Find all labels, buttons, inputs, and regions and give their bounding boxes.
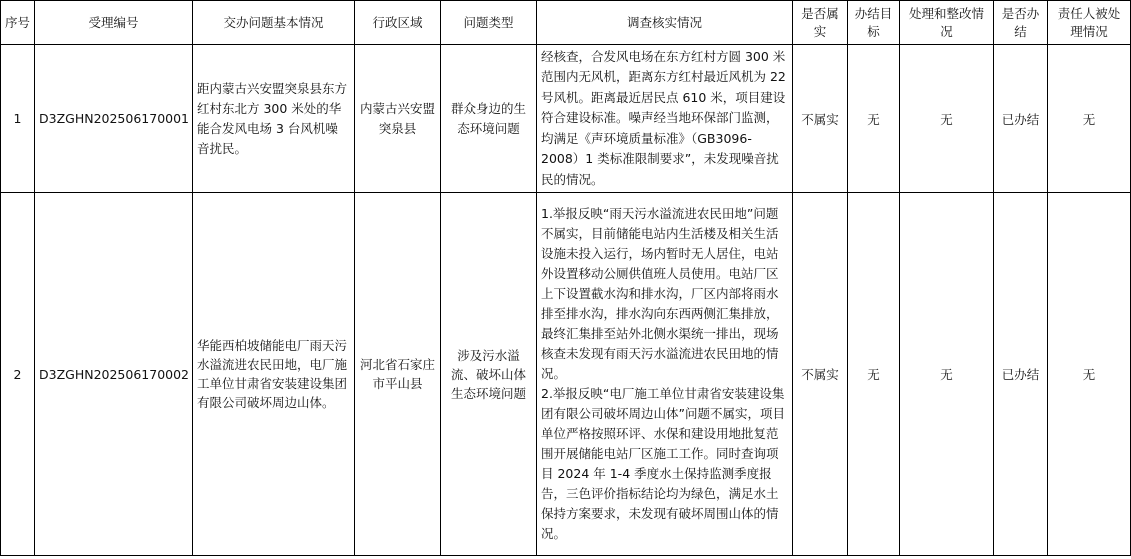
header-issue-type: 问题类型 [441, 1, 537, 45]
row-verified: 不属实 [793, 45, 848, 193]
row-findings [537, 193, 793, 556]
row-index: 1 [1, 45, 35, 193]
row-goal: 无 [848, 45, 900, 193]
row-rectification: 无 [900, 45, 994, 193]
row-case-id: D3ZGHN202506170002 [35, 193, 193, 556]
header-summary: 交办问题基本情况 [193, 1, 355, 45]
table-row [1, 45, 1131, 193]
findings-paragraph: 经核查，合发风电场在东方红村方圆 300 米范围内无风机，距离东方红村最近风机为 22 号风机。距离最近居民点 610 米，项目建设符合建设标准。噪声经当地环保部门监测，均满足《声环境质量标准》（GB3096-2008）1 类标准限制要求”，未发现噪音扰民的情况。 [541, 48, 786, 187]
row-issue-type: 涉及污水溢流、破坏山体生态环境问题 [441, 193, 537, 556]
row-index: 2 [1, 193, 35, 556]
row-closed: 已办结 [994, 45, 1048, 193]
table-header-row [1, 1, 1131, 45]
header-accountability: 责任人被处理情况 [1048, 1, 1131, 45]
row-accountability: 无 [1048, 193, 1131, 556]
row-findings [537, 45, 793, 193]
row-region: 河北省石家庄市平山县 [355, 193, 441, 556]
row-accountability: 无 [1048, 45, 1131, 193]
table-row [1, 193, 1131, 556]
row-verified: 不属实 [793, 193, 848, 556]
findings-paragraph: 2.举报反映“电厂施工单位甘肃省安装建设集团有限公司破坏周边山体”问题不属实，项目单位严格按照环评、水保和建设用地批复范围开展储能电站厂区施工工作。同时查询项目 2024 年 1-4 季度水土保持监测季度报告，三色评价指标结论均为绿色，满足水土保持方案要求，未发现有破坏周围山体的情况。 [541, 386, 785, 541]
row-summary: 华能西柏坡储能电厂雨天污水溢流进农民田地，电厂施工单位甘肃省安装建设集团有限公司破坏周边山体。 [193, 193, 355, 556]
header-index: 序号 [1, 1, 35, 45]
row-closed: 已办结 [994, 193, 1048, 556]
header-case-id: 受理编号 [35, 1, 193, 45]
row-rectification: 无 [900, 193, 994, 556]
header-findings: 调查核实情况 [537, 1, 793, 45]
header-region: 行政区域 [355, 1, 441, 45]
header-goal: 办结目标 [848, 1, 900, 45]
row-summary: 距内蒙古兴安盟突泉县东方红村东北方 300 米处的华能合发风电场 3 台风机噪音扰民。 [193, 45, 355, 193]
row-case-id: D3ZGHN202506170001 [35, 45, 193, 193]
header-rectification: 处理和整改情况 [900, 1, 994, 45]
header-verified: 是否属实 [793, 1, 848, 45]
row-goal: 无 [848, 193, 900, 556]
row-region: 内蒙古兴安盟突泉县 [355, 45, 441, 193]
findings-paragraph: 1.举报反映“雨天污水溢流进农民田地”问题不属实，目前储能电站内生活楼及相关生活设施未投入运行，场内暂时无人居住，电站外设置移动公厕供值班人员使用。电站厂区上下设置截水沟和排水沟，厂区内部将雨水排至排水沟，排水沟向东西两侧汇集排放，最终汇集排至站外北侧水渠统一排出，现场核查未发现有雨天污水溢流进农民田地的情况。 [541, 206, 779, 381]
header-closed: 是否办结 [994, 1, 1048, 45]
row-issue-type: 群众身边的生态环境问题 [441, 45, 537, 193]
